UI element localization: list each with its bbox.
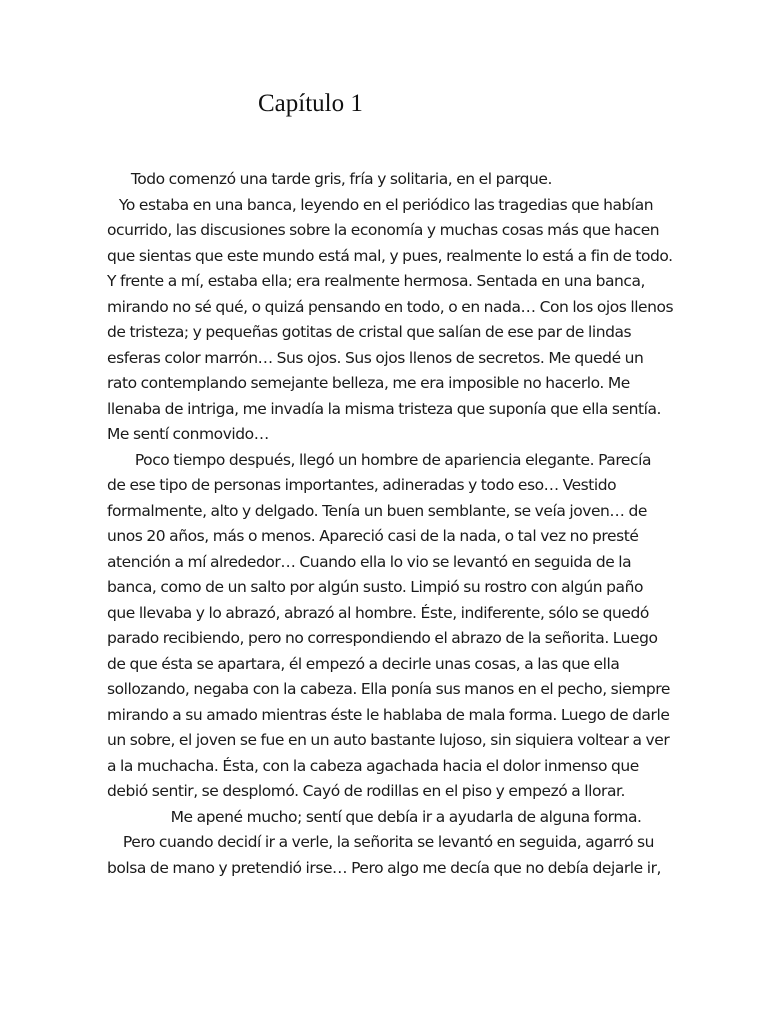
text-line: de tristeza; y pequeñas gotitas de cristal que salían de ese par de lindas	[107, 323, 632, 341]
text-line: mirando a su amado mientras éste le hablaba de mala forma. Luego de darle	[107, 705, 670, 724]
text-line: Pero cuando decidí ir a verle, la señorita se levantó en seguida, agarró su	[107, 833, 654, 851]
text-line: esferas color marrón… Sus ojos. Sus ojos llenos de secretos. Me quedé un	[107, 348, 644, 367]
text-line: Y frente a mí, estaba ella; era realmente hermosa. Sentada en una banca,	[107, 272, 645, 290]
text-line: que sientas que este mundo está mal, y pues, realmente lo está a fin de todo.	[107, 246, 673, 265]
text-line: llenaba de intriga, me invadía la misma tristeza que suponía que ella sentía.	[107, 399, 661, 418]
text-line: mirando no sé qué, o quizá pensando en todo, o en nada… Con los ojos llenos	[107, 297, 674, 316]
text-line: formalmente, alto y delgado. Tenía un buen semblante, se veía joven… de	[107, 501, 647, 520]
text-line: bolsa de mano y pretendió irse… Pero algo me decía que no debía dejarle ir,	[107, 858, 661, 877]
text-line: banca, como de un salto por algún susto. Limpió su rostro con algún paño	[107, 578, 644, 596]
text-line: sollozando, negaba con la cabeza. Ella ponía sus manos en el pecho, siempre	[107, 680, 670, 698]
chapter-title: Capítulo 1	[258, 90, 363, 117]
body-text	[107, 167, 674, 881]
text-line: que llevaba y lo abrazó, abrazó al hombre. Éste, indiferente, sólo se quedó	[107, 603, 649, 622]
text-line: a la muchacha. Ésta, con la cabeza agachada hacia el dolor inmenso que	[107, 756, 639, 775]
text-line: Me apené mucho; sentí que debía ir a ayudarla de alguna forma.	[107, 807, 642, 826]
text-line: de que ésta se apartara, él empezó a decirle unas cosas, a las que ella	[107, 654, 620, 673]
text-line: parado recibiendo, pero no correspondiendo el abrazo de la señorita. Luego	[107, 629, 658, 647]
text-line: debió sentir, se desplomó. Cayó de rodillas en el piso y empezó a llorar.	[107, 782, 625, 800]
text-line: Poco tiempo después, llegó un hombre de apariencia elegante. Parecía	[107, 450, 651, 469]
text-line: rato contemplando semejante belleza, me era imposible no hacerlo. Me	[107, 374, 630, 392]
text-line: de ese tipo de personas importantes, adineradas y todo eso… Vestido	[107, 476, 617, 494]
text-line: Yo estaba en una banca, leyendo en el periódico las tragedias que habían	[107, 195, 654, 214]
text-line: Todo comenzó una tarde gris, fría y solitaria, en el parque.	[107, 170, 552, 188]
text-line: Me sentí conmovido…	[107, 425, 269, 443]
text-line: un sobre, el joven se fue en un auto bastante lujoso, sin siquiera voltear a ver	[107, 731, 670, 749]
text-line: unos 20 años, más o menos. Apareció casi de la nada, o tal vez no presté	[107, 527, 639, 545]
text-line: atención a mí alrededor… Cuando ella lo vio se levantó en seguida de la	[107, 552, 632, 571]
text-line: ocurrido, las discusiones sobre la economía y muchas cosas más que hacen	[107, 221, 660, 239]
